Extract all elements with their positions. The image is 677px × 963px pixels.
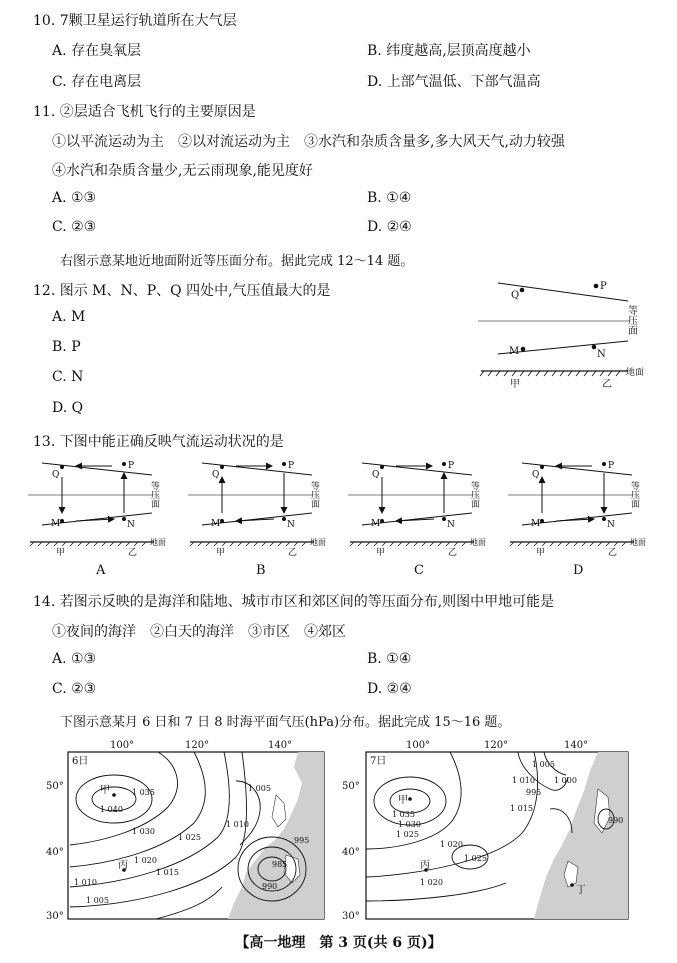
label-yi: 乙 [602,379,612,390]
q14-choices-line1: ①夜间的海洋 ②白天的海洋 ③市区 ④郊区 [52,624,346,640]
q14-stem: 14. 若图示反映的是海洋和陆地、城市市区和郊区间的等压面分布,则图中甲地可能是 [33,594,555,610]
map1-isobar: 1 005 [86,896,109,905]
map2-lat-30: 30° [342,911,360,922]
map1-place-jia: 甲 [100,785,110,796]
map1-isobar: 995 [294,836,310,845]
map1-isobar: 1 040 [100,805,123,814]
map1-lon-100: 100° [110,740,135,751]
map2-isobar: 1 025 [464,854,487,863]
point-p [594,284,599,289]
map2-isobar: 1 020 [420,878,443,887]
page-footer: 【高一地理 第 3 页(共 6 页)】 [235,935,442,951]
map2-isobar: 1 000 [554,776,577,785]
q12-option-d: D. Q [52,400,84,416]
q10-option-c: C. 存在电离层 [52,74,142,90]
map2-place-bing: 丙 [420,860,430,871]
map1-lat-30: 30° [46,911,64,922]
caption-b: B [256,563,266,578]
q10-option-b: B. 纬度越高,层顶高度越小 [367,43,531,59]
map1-isobar: 1 010 [74,878,97,887]
map1-isobar: 990 [262,882,278,891]
q11-option-d: D. ②④ [367,219,412,235]
map2-isobar: 1 010 [512,776,535,785]
caption-d: D [573,563,584,578]
map1-lon-120: 120° [185,740,210,751]
label-n: N [597,349,606,360]
label-isobaric-surface: 等压面 [625,305,637,335]
map1-lat-40: 40° [46,847,64,858]
map2-place-ding: 丁 [576,885,586,896]
map2-lat-50: 50° [342,781,360,792]
map1-isobar: 1 025 [178,833,201,842]
map2-lon-100: 100° [406,740,431,751]
map1-lat-50: 50° [46,781,64,792]
airflow-diagram-a [28,461,166,558]
map2-isobar: 1 005 [532,760,555,769]
map2-lon-120: 120° [484,740,509,751]
q12-option-c: C. N [52,369,84,385]
q10-option-d: D. 上部气温低、下部气温高 [367,74,541,90]
map2-lat-40: 40° [342,847,360,858]
isobar-figure [478,273,653,391]
map2-isobar: 1 030 [398,820,421,829]
intro-15-16: 下图示意某月 6 日和 7 日 8 时海平面气压(hPa)分布。据此完成 15～16 题。 [60,715,511,730]
q10-option-a: A. 存在臭氧层 [52,43,142,59]
label-jia: 甲 [510,379,520,390]
map1-place-bing: 丙 [118,860,128,871]
point-m [521,347,526,352]
q12-option-a: A. M [52,309,86,325]
q11-option-c: C. ②③ [52,219,97,235]
map2-isobar: 990 [608,816,624,825]
label-q: Q [511,290,520,301]
map1-isobar: 1 020 [134,856,157,865]
q11-choices-line2: ④水汽和杂质含量少,无云雨现象,能见度好 [52,163,313,179]
q13-stem: 13. 下图中能正确反映气流运动状况的是 [33,434,284,450]
pressure-map-day7 [336,737,636,923]
q14-option-d: D. ②④ [367,681,412,697]
map2-day: 7日 [370,756,387,767]
map1-lon-140: 140° [268,740,293,751]
point-n [592,345,597,350]
q14-option-c: C. ②③ [52,681,97,697]
map1-day: 6日 [72,756,89,767]
airflow-diagram-d [508,461,646,558]
map1-isobar: 1 005 [248,784,271,793]
caption-a: A [96,563,106,578]
airflow-options-figure [28,455,653,580]
q14-option-b: B. ①④ [367,651,412,667]
map2-isobar: 1 015 [510,804,533,813]
map2-isobar: 1 025 [396,830,419,839]
q11-option-b: B. ①④ [367,190,412,206]
q14-option-a: A. ①③ [52,651,97,667]
intro-12-14: 右图示意某地近地面附近等压面分布。据此完成 12～14 题。 [60,254,414,269]
map2-lon-140: 140° [564,740,589,751]
caption-c: C [414,563,424,578]
q12-stem: 12. 图示 M、N、P、Q 四处中,气压值最大的是 [33,283,331,299]
point-q [520,288,525,293]
q12-option-b: B. P [52,339,81,355]
q11-option-a: A. ①③ [52,190,97,206]
map1-isobar: 1 030 [132,827,155,836]
pressure-map-day6 [36,737,328,923]
map2-place-jia: 甲 [398,795,408,806]
map1-isobar: 1 010 [226,820,249,829]
airflow-diagram-b [188,461,326,558]
map1-isobar: 1 015 [156,868,179,877]
map2-isobar: 1 020 [440,840,463,849]
label-ground: 地面 [626,368,645,378]
map2-isobar: 1 035 [392,810,415,819]
map1-isobar: 1 035 [132,788,155,797]
airflow-diagram-c [348,461,486,558]
q11-choices-line1: ①以平流运动为主 ②以对流运动为主 ③水汽和杂质含量多,多大风天气,动力较强 [52,134,565,150]
map2-isobar: 995 [526,788,542,797]
q11-stem: 11. ②层适合飞机飞行的主要原因是 [33,104,256,120]
map1-isobar: 985 [272,860,288,869]
q10-stem: 10. 7颗卫星运行轨道所在大气层 [33,13,237,29]
label-p: P [600,281,607,292]
label-m: M [509,346,520,357]
